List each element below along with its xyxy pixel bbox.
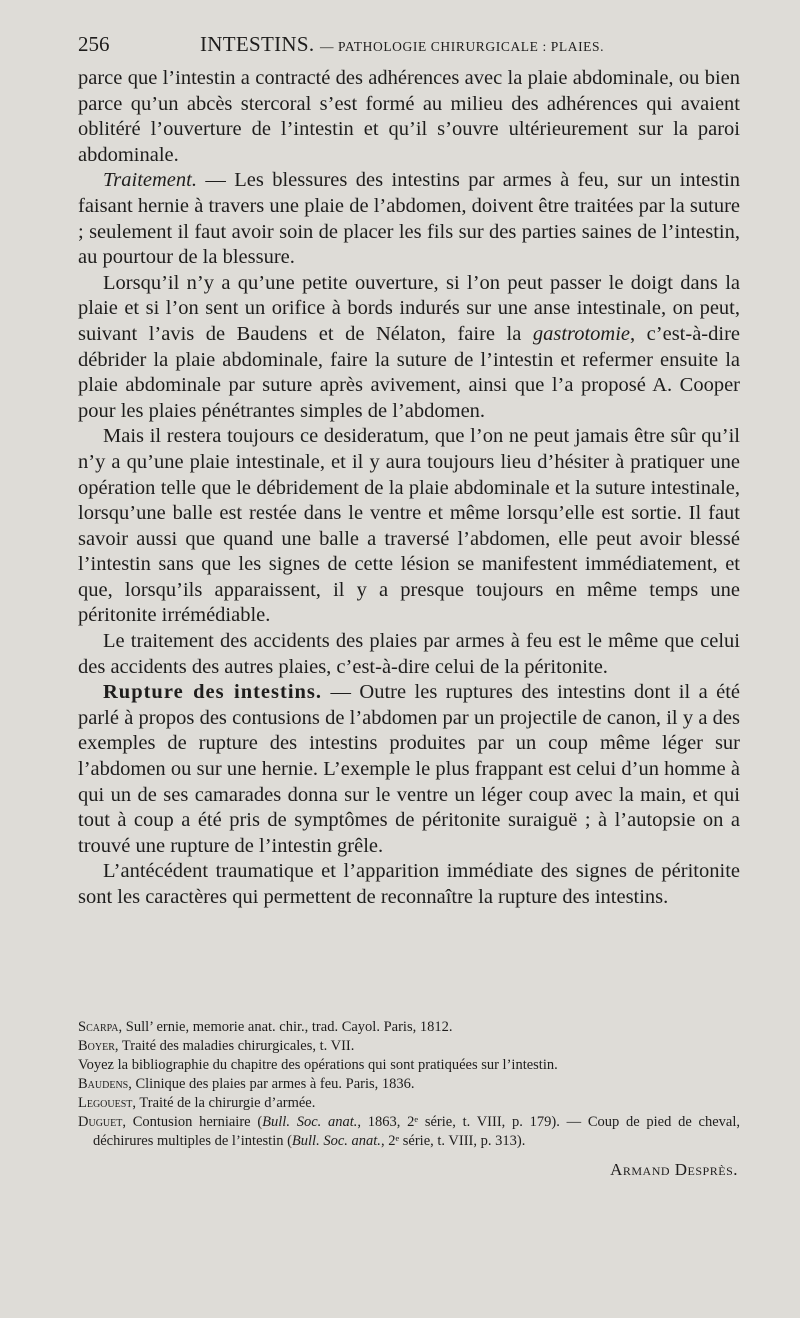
paragraph-continuation: parce que l’intestin a contracté des adhérences avec la plaie abdominale, ou bien parce qu’un abcès stercoral s’est formé au milieu des adhérences qui avaient oblitéré l’ouverture de l’intestin et qu’il s’ouvre ultérieurement sur la paroi abdominale. (78, 67, 740, 166)
paragraph-antecedent: L’antécédent traumatique et l’apparition immédiate des signes de péritonite sont les caractères qui permettent de reconnaître la rupture des intestins. (78, 860, 740, 908)
rupture-text: — Outre les ruptures des intestins dont il a été parlé à propos des contusions de l’abdomen par un projectile de canon, il y a des exemples de rupture des intestins produites par un coup même léger sur l’abdomen ou sur une hernie. L’exemple le plus frappant est celui d’un homme à qui un de ses camarades donna sur le ventre un léger coup avec la main, et qui tout à coup a été pris de symptômes de péritonite suraiguë ; à l’autopsie on a trouvé une rupture de l’intestin grêle. (78, 681, 740, 857)
gastrotomie-after: , c’est-à-dire débrider la plaie abdominale, faire la suture de l’intestin et refermer ensuite la plaie abdominale par suture après avivement, ainsi que l’a proposé A. Cooper pour les plaies pénétrantes simples de l’abdomen. (78, 322, 740, 422)
ref-scarpa-text: Sull’ ernie, memorie anat. chir., trad. Cayol. Paris, 1812. (122, 1019, 453, 1035)
author-baudens: Baudens, (78, 1076, 132, 1092)
gastrotomie-before: Lorsqu’il n’y a qu’une petite ouverture, si l’on peut passer le doigt dans la plaie et si l’on sent un orifice à bords indurés sur une anse intestinale, on peut, suivant l’avis de Baudens et de Nélaton, faire la (78, 271, 740, 345)
ref-baudens-text: Clinique des plaies par armes à feu. Paris, 1836. (131, 1076, 415, 1092)
paragraph-desideratum: Mais il restera toujours ce desideratum, que l’on ne peut jamais être sûr qu’il n’y a qu’une plaie intestinale, et il y aura toujours lieu d’hésiter à pratiquer une opération telle que le débridement de la plaie abdominale et la suture intestinale, lorsqu’une balle est restée dans le ventre et même lorsqu’elle est sortie. Il faut savoir aussi que quand une balle a traversé l’abdomen, elle peut avoir blessé l’intestin sans que les signes de cette lésion se manifestent immédiatement, et que, lorsqu’ils apparaissent, il y a presque toujours en même temps une péritonite irrémédiable. (78, 425, 740, 627)
author-scarpa: Scarpa, (78, 1019, 123, 1035)
paragraph-rupture (78, 680, 740, 859)
term-gastrotomie: gastrotomie (532, 322, 631, 345)
ref-baudens (78, 1075, 740, 1094)
author-legouest: Legouest, (78, 1095, 137, 1111)
page-number: 256 (78, 32, 110, 56)
lead-traitement: Traitement. (103, 169, 197, 192)
running-title-main: INTESTINS. (200, 32, 315, 56)
ref-scarpa (78, 1018, 740, 1037)
traitement-text: — Les blessures des intestins par armes à feu, sur un intestin faisant hernie à travers une plaie de l’abdomen, doivent être traitées par la suture ; seulement il faut avoir soin de placer les fils sur des parties saines de l’intestin, au pourtour de la blessure. (78, 169, 740, 269)
bibliography (78, 1018, 740, 1151)
ref-voyez: Voyez la bibliographie du chapitre des opérations qui sont pratiquées sur l’intestin. (78, 1057, 558, 1073)
ref-duguet-t2: , 1863, 2ᵉ série, t. VIII, p. 179). — Coup de pied de cheval, déchirures multiples de l’intestin ( (93, 1114, 740, 1149)
body-text (78, 66, 740, 911)
ref-duguet-journal-2: Bull. Soc. anat. (291, 1133, 381, 1149)
ref-boyer (78, 1037, 740, 1056)
ref-duguet-t1: Contusion herniaire ( (125, 1114, 263, 1130)
running-title (200, 32, 604, 57)
paragraph-gastrotomie (78, 271, 740, 425)
paragraph-traitement (78, 168, 740, 270)
author-signature: Armand Desprès. (610, 1160, 738, 1179)
ref-duguet-journal-1: Bull. Soc. anat. (262, 1114, 358, 1130)
ref-legouest (78, 1094, 740, 1113)
ref-legouest-text: Traité de la chirurgie d’armée. (136, 1095, 316, 1111)
ref-boyer-text: Traité des maladies chirurgicales, t. VII. (118, 1038, 355, 1054)
ref-duguet (78, 1113, 740, 1151)
running-subtitle: — PATHOLOGIE CHIRURGICALE : PLAIES. (319, 39, 605, 54)
author-boyer: Boyer, (78, 1038, 119, 1054)
running-header (78, 32, 740, 58)
paragraph-traitement-accidents: Le traitement des accidents des plaies par armes à feu est le même que celui des accidents des autres plaies, c’est-à-dire celui de la péritonite. (78, 630, 740, 678)
author-duguet: Duguet, (78, 1114, 126, 1130)
ref-duguet-t3: , 2ᵉ série, t. VIII, p. 313). (380, 1133, 526, 1149)
heading-rupture: Rupture des intestins. (103, 681, 323, 704)
